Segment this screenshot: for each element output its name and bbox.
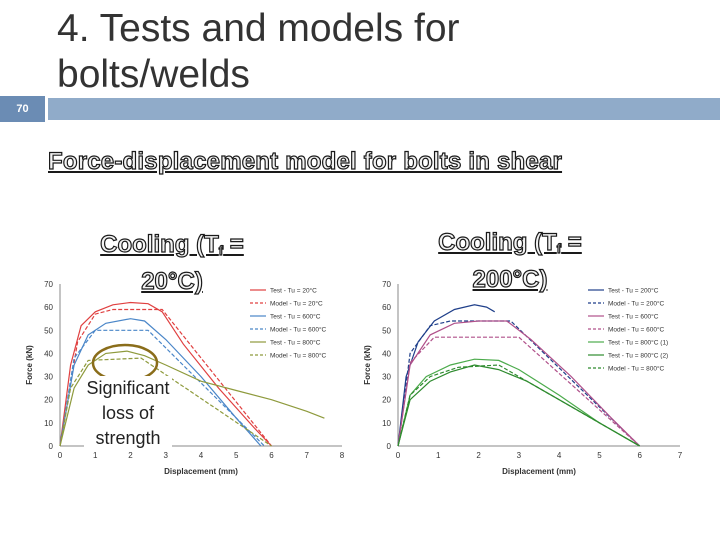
x-tick-label: 2 bbox=[128, 451, 133, 460]
legend-label: Test - Tu = 800°C (2) bbox=[608, 352, 669, 360]
series-line bbox=[398, 365, 640, 446]
series-line bbox=[398, 305, 495, 446]
y-axis-label: Force (kN) bbox=[363, 345, 372, 385]
annotation-text: Significant loss of strength bbox=[84, 376, 172, 451]
x-tick-label: 1 bbox=[93, 451, 98, 460]
legend-label: Model - Tu = 800°C bbox=[608, 365, 665, 373]
y-tick-label: 10 bbox=[44, 418, 53, 428]
legend-label: Test - Tu = 800°C bbox=[270, 339, 321, 347]
y-tick-label: 70 bbox=[44, 280, 53, 289]
x-tick-label: 7 bbox=[677, 451, 683, 460]
y-tick-label: 60 bbox=[44, 303, 53, 313]
slide-title: 4. Tests and models for bolts/welds bbox=[57, 7, 460, 96]
x-tick-label: 4 bbox=[198, 451, 204, 460]
caption-right-sub: f bbox=[556, 241, 562, 256]
x-tick-label: 0 bbox=[57, 451, 63, 460]
legend-label: Model - Tu = 600°C bbox=[270, 326, 327, 334]
y-tick-label: 30 bbox=[44, 372, 53, 382]
caption-right-text: Cooling (T bbox=[438, 229, 557, 256]
caption-right-rest: = 200°C) bbox=[472, 229, 582, 293]
title-bar bbox=[48, 98, 720, 120]
series-line bbox=[398, 321, 640, 446]
x-axis-label: Displacement (mm) bbox=[164, 467, 238, 476]
x-tick-label: 6 bbox=[269, 451, 274, 460]
caption-right bbox=[420, 227, 600, 295]
legend-label: Test - Tu = 600°C bbox=[270, 313, 321, 321]
slide-subtitle: Force-displacement model for bolts in shear bbox=[48, 148, 563, 175]
chart-right bbox=[358, 270, 688, 480]
x-tick-label: 3 bbox=[516, 451, 522, 460]
y-tick-label: 30 bbox=[382, 372, 391, 382]
legend-label: Test - Tu = 600°C bbox=[608, 313, 659, 321]
y-tick-label: 0 bbox=[386, 442, 391, 451]
legend-label: Model - Tu = 200°C bbox=[608, 300, 665, 308]
x-tick-label: 7 bbox=[304, 451, 309, 460]
y-tick-label: 70 bbox=[382, 280, 391, 289]
x-tick-label: 1 bbox=[436, 451, 441, 460]
caption-left-rest: = 20°C) bbox=[141, 231, 244, 295]
legend-label: Test - Tu = 800°C (1) bbox=[608, 339, 669, 347]
legend-label: Test - Tu = 200°C bbox=[608, 287, 659, 295]
x-axis-label: Displacement (mm) bbox=[502, 467, 576, 476]
series-line bbox=[398, 337, 640, 446]
y-tick-label: 60 bbox=[382, 303, 391, 313]
legend-label: Model - Tu = 600°C bbox=[608, 326, 665, 334]
x-tick-label: 5 bbox=[597, 451, 602, 460]
caption-left-sub: f bbox=[218, 243, 224, 258]
y-tick-label: 50 bbox=[382, 326, 391, 336]
y-tick-label: 40 bbox=[44, 349, 53, 359]
legend-label: Test - Tu = 20°C bbox=[270, 287, 317, 295]
y-tick-label: 20 bbox=[44, 395, 53, 405]
legend-label: Model - Tu = 800°C bbox=[270, 352, 327, 360]
series-line bbox=[398, 359, 640, 446]
y-tick-label: 40 bbox=[382, 349, 391, 359]
series-line bbox=[398, 321, 640, 446]
y-axis-label: Force (kN) bbox=[25, 345, 34, 385]
x-tick-label: 8 bbox=[339, 451, 345, 460]
x-tick-label: 6 bbox=[637, 451, 642, 460]
x-tick-label: 3 bbox=[163, 451, 168, 460]
legend-label: Model - Tu = 20°C bbox=[270, 300, 323, 308]
y-tick-label: 20 bbox=[382, 395, 391, 405]
caption-left-text: Cooling (T bbox=[100, 231, 219, 258]
x-tick-label: 5 bbox=[234, 451, 239, 460]
x-tick-label: 4 bbox=[556, 451, 562, 460]
y-tick-label: 0 bbox=[48, 442, 53, 451]
x-tick-label: 0 bbox=[395, 451, 401, 460]
series-line bbox=[398, 365, 640, 446]
slide-number: 70 bbox=[0, 96, 45, 122]
y-tick-label: 50 bbox=[44, 326, 53, 336]
chart-left bbox=[20, 270, 350, 480]
y-tick-label: 10 bbox=[382, 418, 391, 428]
x-tick-label: 2 bbox=[476, 451, 481, 460]
caption-left bbox=[82, 229, 262, 297]
